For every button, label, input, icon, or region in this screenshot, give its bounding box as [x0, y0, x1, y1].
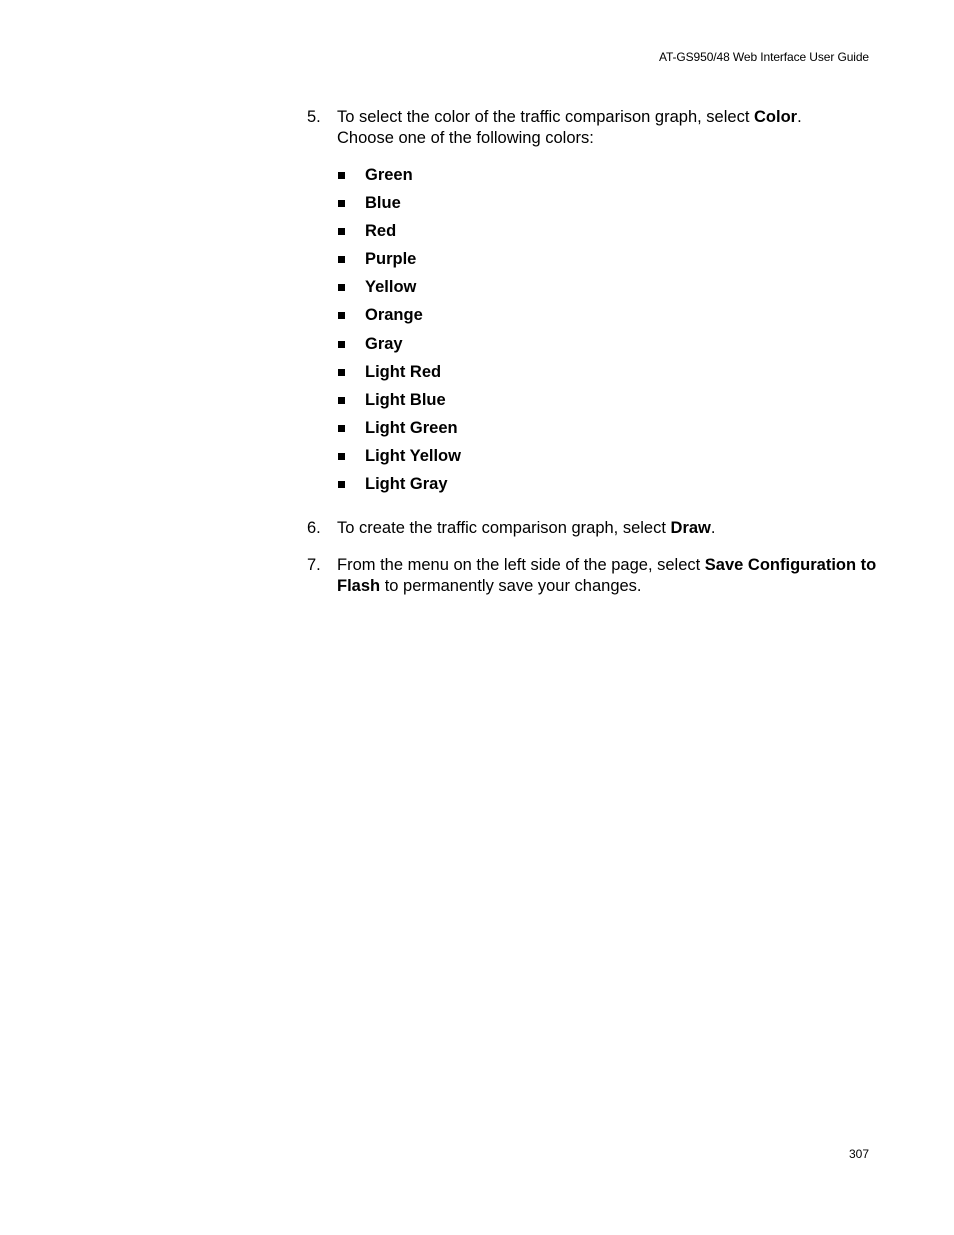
- step-text-line2: Choose one of the following colors:: [337, 129, 594, 147]
- step-number: 7.: [307, 556, 321, 575]
- color-option-item: [307, 249, 877, 277]
- step-number: 5.: [307, 108, 321, 126]
- square-bullet-icon: [338, 284, 345, 291]
- color-option-label: Light Blue: [365, 390, 446, 409]
- step-text-end: .: [710, 519, 716, 538]
- square-bullet-icon: [338, 256, 345, 263]
- color-option-label: Blue: [365, 194, 401, 213]
- square-bullet-icon: [338, 453, 345, 460]
- page-number: 307: [848, 1147, 869, 1161]
- color-option-label: Gray: [365, 334, 403, 353]
- color-option-item: [307, 362, 877, 390]
- step-number: 6.: [307, 519, 321, 538]
- step-text-start: To select the color of the traffic comparison graph, select: [337, 108, 754, 126]
- square-bullet-icon: [338, 369, 345, 376]
- ui-term-save-configuration: Save Configuration to Flash: [337, 556, 877, 596]
- color-option-item: [307, 390, 877, 418]
- step-text: [337, 107, 877, 149]
- color-option-label: Green: [365, 166, 413, 184]
- color-options-list: [307, 165, 877, 502]
- color-option-item: [307, 418, 877, 446]
- step-text-start: To create the traffic comparison graph, select: [337, 519, 671, 538]
- color-option-label: Red: [365, 222, 397, 241]
- square-bullet-icon: [338, 312, 345, 319]
- color-option-label: Orange: [365, 306, 423, 325]
- color-option-label: Light Gray: [365, 475, 448, 494]
- running-header: AT-GS950/48 Web Interface User Guide: [658, 50, 869, 64]
- step-text: [337, 518, 877, 539]
- color-option-item: [307, 221, 877, 249]
- square-bullet-icon: [338, 425, 345, 432]
- step-5: [307, 107, 877, 149]
- color-option-item: [307, 193, 877, 221]
- square-bullet-icon: [338, 172, 345, 179]
- square-bullet-icon: [338, 397, 345, 404]
- color-option-label: Light Yellow: [365, 446, 461, 465]
- color-option-label: Light Red: [365, 362, 442, 381]
- square-bullet-icon: [338, 228, 345, 235]
- ui-term-draw: Draw: [670, 519, 711, 538]
- step-7: [307, 555, 877, 597]
- color-option-label: Light Green: [365, 418, 458, 437]
- step-text-start: From the menu on the left side of the page, select: [337, 556, 705, 575]
- step-text: [337, 555, 877, 597]
- color-option-label: Purple: [365, 250, 417, 269]
- step-6: [307, 518, 877, 539]
- color-option-item: [307, 305, 877, 333]
- step-text-end: .: [797, 108, 802, 126]
- square-bullet-icon: [338, 481, 345, 488]
- color-option-item: [307, 277, 877, 305]
- color-option-item: [307, 474, 877, 502]
- square-bullet-icon: [338, 200, 345, 207]
- color-option-label: Yellow: [365, 278, 417, 297]
- procedure-content: [307, 107, 877, 597]
- step-text-end: to permanently save your changes.: [380, 577, 642, 596]
- square-bullet-icon: [338, 341, 345, 348]
- color-option-item: [307, 334, 877, 362]
- ui-term-color: Color: [754, 108, 798, 126]
- color-option-item: [307, 165, 877, 193]
- color-option-item: [307, 446, 877, 474]
